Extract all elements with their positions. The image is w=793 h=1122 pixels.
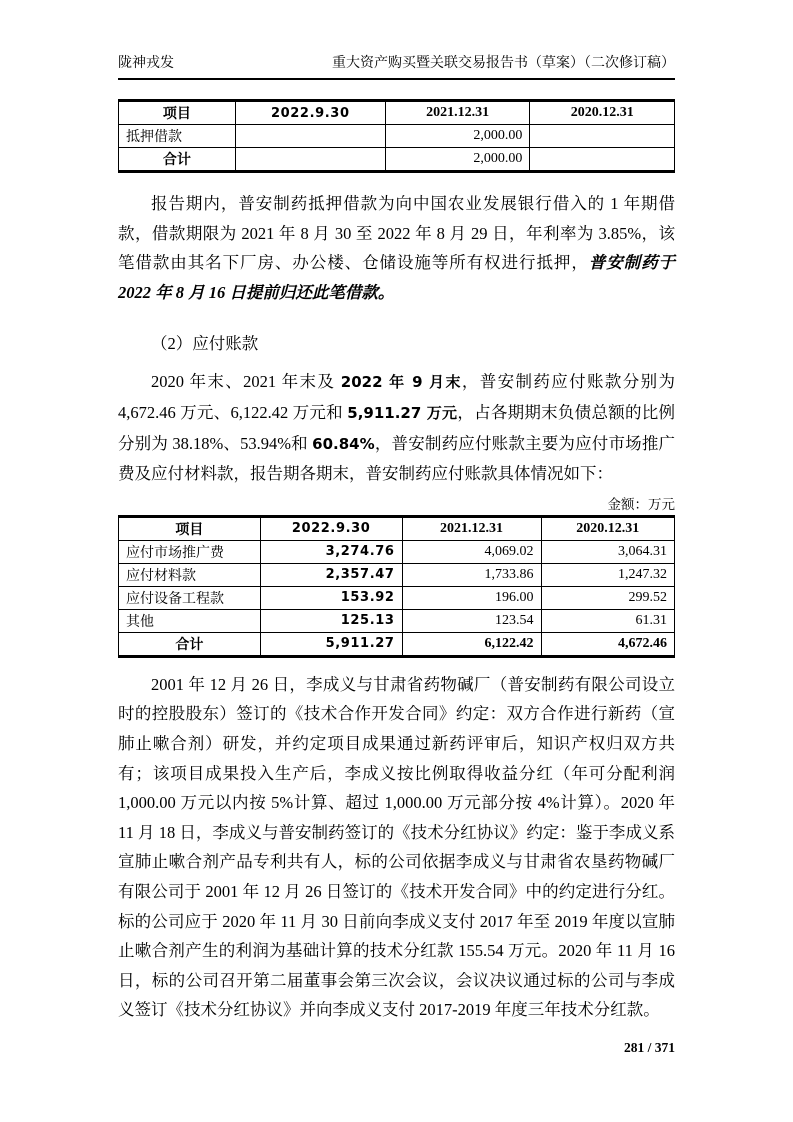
table-unit-label: 金额：万元 — [607, 496, 675, 512]
cell-value: 61.31 — [541, 609, 674, 632]
paragraph-technology-dividend: 2001 年 12 月 26 日，李成义与甘肃省药物碱厂（普安制药有限公司设立时的控股股东）签订的《技术合作开发合同》约定：双方合作进行新药（宣肺止嗽合剂）研发，并约定项目成果通过新药评审后，知识产权归双方共有；该项目成果投入生产后，李成义按比例取得收益分红（年可分配利润 1,000.00 万元以内按 5%计算、超过 1,000.00 万元部分按 4%计算）。2020 年 11 月 18 日，李成义与普安制药签订的《技术分红协议》约定：鉴于李成义系宣肺止嗽合剂产品专利共有人，标的公司依据李成义与甘肃省农垦药物碱厂有限公司于 2001 年 12 月 26 日签订的《技术开发合同》中的约定进行分红。标的公司应于 2020 年 11 月 30 日前向李成义支付 2017 年至 2019 年度以宣肺止嗽合剂产生的利润为基础计算的技术分红款 155.54 万元。2020 年 11 月 16 日，标的公司召开第二届董事会第三次会议，会议决议通过标的公司与李成义签订《技术分红协议》并向李成义支付 2017-2019 年度三年技术分红款。 — [118, 674, 675, 1020]
row-label: 应付市场推广费 — [119, 540, 261, 563]
cell-value: 3,064.31 — [541, 540, 674, 563]
column-header-2022-09-30: 2022.9.30 — [235, 101, 385, 125]
paragraph-text: ，普安制药应付账款主要为应付市场推广费及应付材料款，报告期各期末，普安制药应付账款具体情况如下： — [118, 433, 676, 484]
table-row — [119, 125, 675, 148]
cell-value: 5,911.27 — [260, 632, 402, 656]
cell-value: 4,672.46 — [541, 632, 674, 656]
cell-value — [530, 125, 675, 148]
cell-value — [235, 125, 385, 148]
table-row — [119, 609, 675, 632]
cell-value: 196.00 — [402, 586, 541, 609]
column-header-2021-12-31: 2021.12.31 — [402, 516, 541, 540]
cell-value: 125.13 — [260, 609, 402, 632]
column-header-2020-12-31: 2020.12.31 — [530, 101, 675, 125]
cell-value: 6,122.42 — [402, 632, 541, 656]
paragraph-emphasis-text: 普安制药于 2022 年 8 月 16 日提前归还此笔借款。 — [118, 253, 676, 302]
paragraph-emphasis-text: 5,911.27 万元 — [347, 403, 458, 422]
paragraph-text: ，普安制药应付账款分别为 4,672.46 万元、6,122.42 万元和 — [118, 372, 676, 422]
table-row — [119, 586, 675, 609]
cell-value: 1,733.86 — [402, 563, 541, 586]
cell-value: 2,357.47 — [260, 563, 402, 586]
row-label: 应付材料款 — [119, 563, 261, 586]
paragraph-text: 2020 年末、2021 年末及 — [151, 372, 341, 392]
cell-value: 299.52 — [541, 586, 674, 609]
column-header-item: 项目 — [119, 101, 236, 125]
cell-value: 123.54 — [402, 609, 541, 632]
cell-value: 4,069.02 — [402, 540, 541, 563]
row-label-total: 合计 — [119, 148, 236, 172]
column-header-2022-09-30: 2022.9.30 — [260, 516, 402, 540]
cell-value: 1,247.32 — [541, 563, 674, 586]
cell-value: 153.92 — [260, 586, 402, 609]
running-header — [118, 52, 675, 80]
table-header-row — [119, 101, 675, 125]
page-content — [0, 52, 793, 1056]
cell-value: 3,274.76 — [260, 540, 402, 563]
paragraph-emphasis-text: 2022 年 9 月末 — [340, 373, 462, 392]
header-document-title: 重大资产购买暨关联交易报告书（草案）（二次修订稿） — [332, 56, 675, 71]
mortgage-loan-table — [118, 99, 675, 173]
paragraph-text: ，占各期期末负债总额的比例分别为 38.18%、53.94%和 — [118, 402, 675, 453]
cell-value: 2,000.00 — [385, 125, 530, 148]
table-total-row — [119, 148, 675, 172]
row-label: 抵押借款 — [119, 125, 236, 148]
column-header-2021-12-31: 2021.12.31 — [385, 101, 530, 125]
row-label: 其他 — [119, 609, 261, 632]
paragraph-mortgage-loan — [118, 189, 675, 307]
header-company-name: 陇神戎发 — [118, 56, 174, 71]
paragraph-text: 报告期内，普安制药抵押借款为向中国农业发展银行借入的 1 年期借款，借款期限为 2021 年 8 月 30 至 2022 年 8 月 29 日，年利率为 3.85%，该笔借款由其名下厂房、办公楼、仓储设施等所有权进行抵押， — [118, 194, 675, 273]
row-label-total: 合计 — [119, 632, 261, 656]
table-row — [119, 540, 675, 563]
row-label: 应付设备工程款 — [119, 586, 261, 609]
page-number: 281 / 371 — [623, 1039, 675, 1055]
paragraph-accounts-payable — [118, 367, 675, 488]
accounts-payable-table — [118, 515, 675, 658]
cell-value: 2,000.00 — [385, 148, 530, 172]
cell-value — [530, 148, 675, 172]
paragraph-emphasis-text: 60.84% — [312, 434, 375, 453]
section-heading-accounts-payable: （2）应付账款 — [151, 334, 259, 354]
column-header-2020-12-31: 2020.12.31 — [541, 516, 674, 540]
table-row — [119, 563, 675, 586]
table-total-row — [119, 632, 675, 656]
table-header-row — [119, 516, 675, 540]
cell-value — [235, 148, 385, 172]
column-header-item: 项目 — [119, 516, 261, 540]
